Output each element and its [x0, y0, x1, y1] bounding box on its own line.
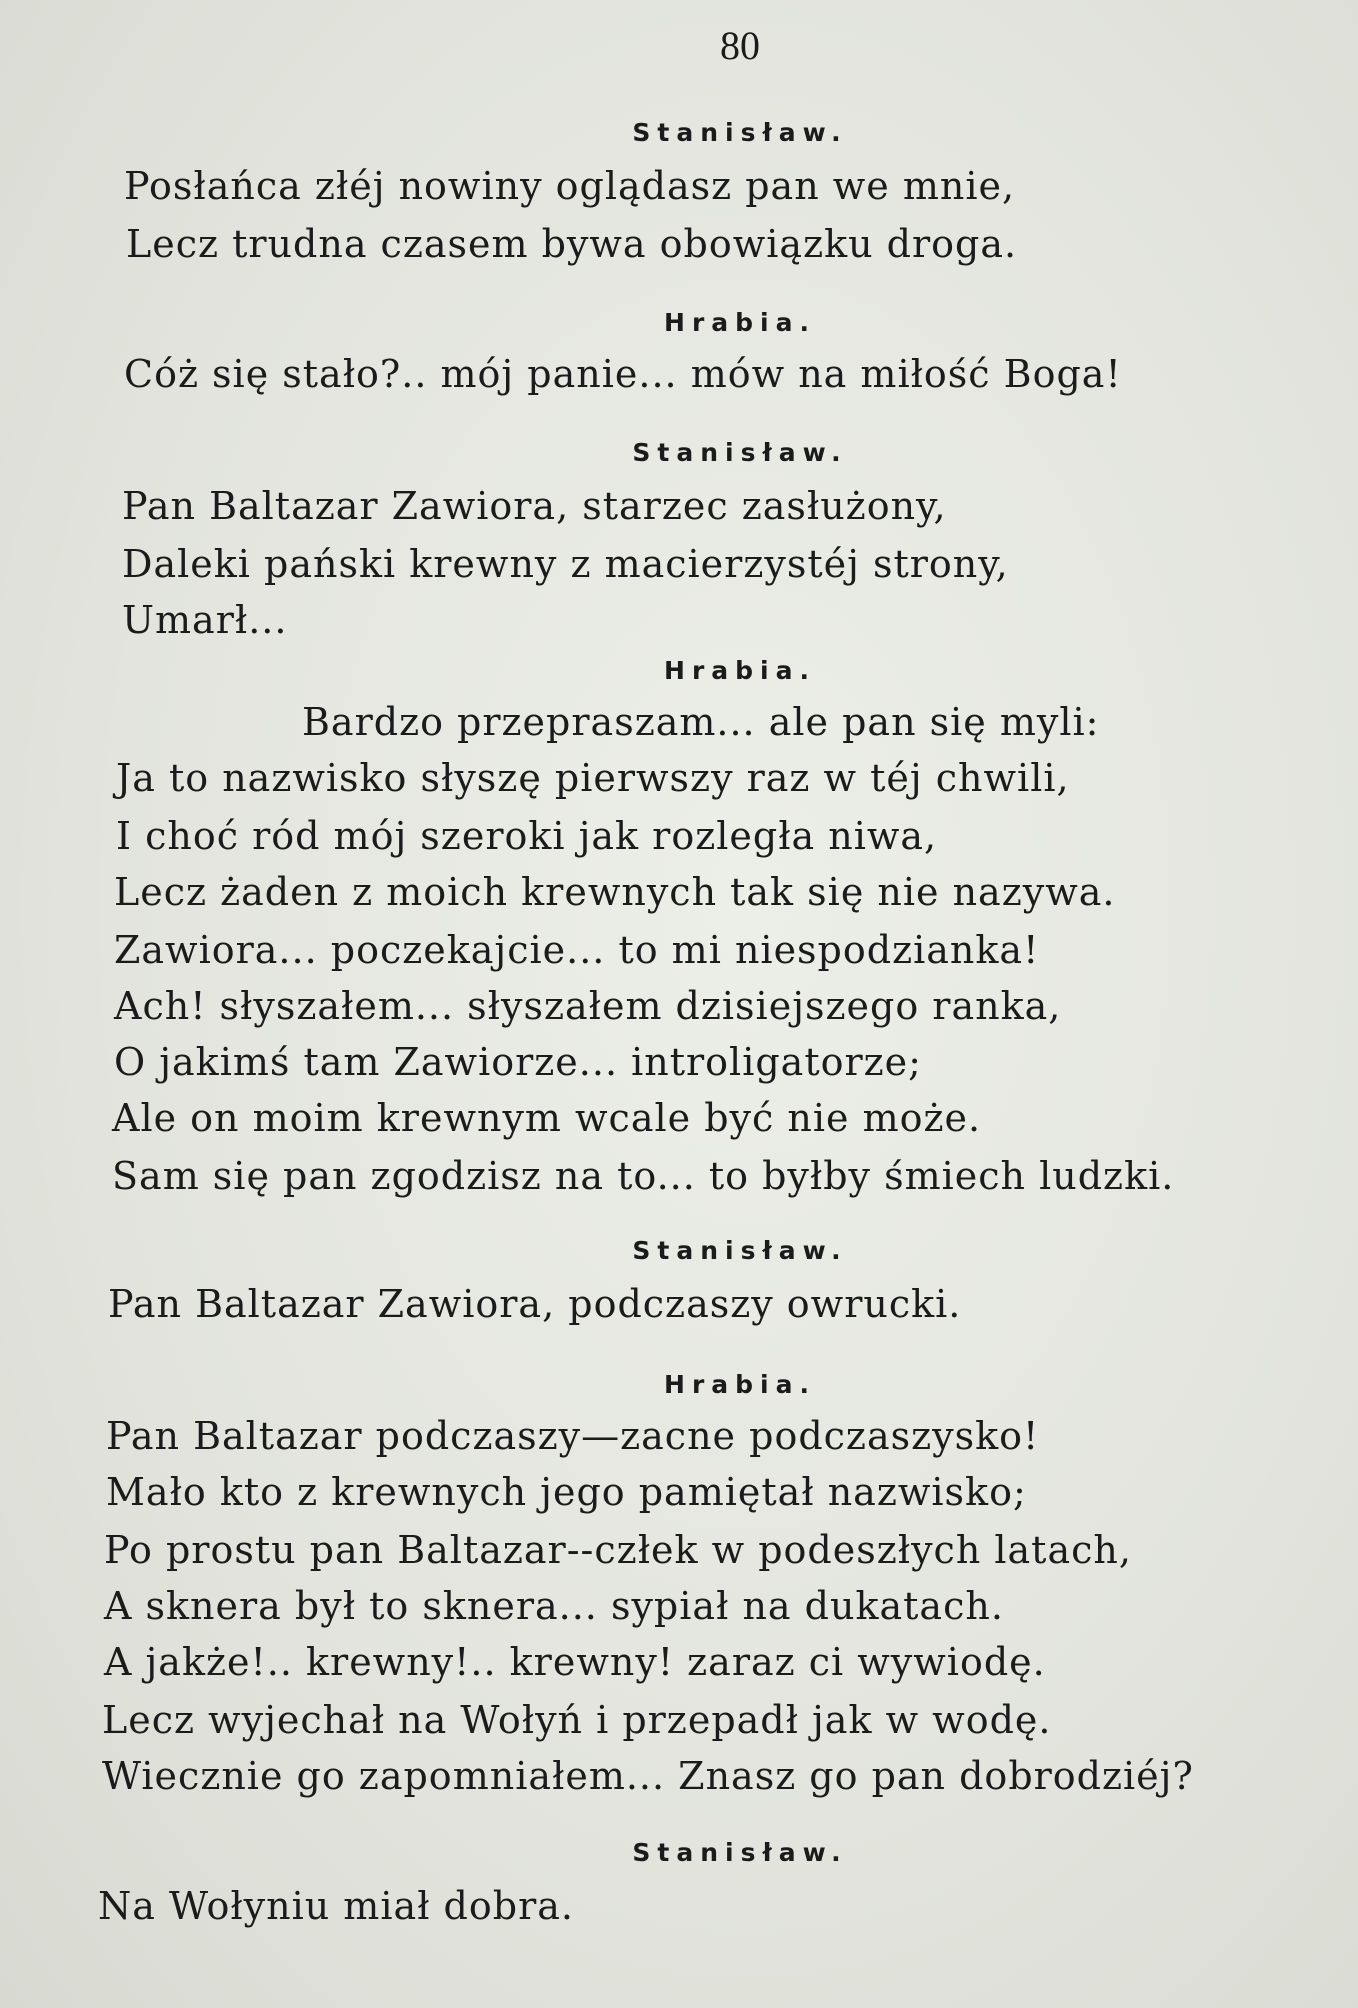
verse-line: Na Wołyniu miał dobra. [98, 1884, 574, 1928]
verse-line: Lecz żaden z moich krewnych tak się nie nazywa. [114, 870, 1116, 914]
page-number: 80 [720, 23, 760, 68]
verse-line: Sam się pan zgodzisz na to... to byłby śmiech ludzki. [112, 1154, 1175, 1198]
verse-line: Pan Baltazar Zawiora, podczaszy owrucki. [108, 1282, 962, 1326]
verse-line: A sknera był to sknera... sypiał na dukatach. [104, 1584, 1004, 1628]
speaker-name: Stanisław. [632, 1838, 848, 1867]
speaker-name: Hrabia. [664, 656, 816, 685]
verse-line: Ale on moim krewnym wcale być nie może. [112, 1096, 982, 1140]
verse-line: Umarł... [122, 598, 288, 642]
verse-line: Bardzo przepraszam... ale pan się myli: [302, 700, 1100, 744]
verse-line: Cóż się stało?.. mój panie... mów na miłość Boga! [124, 352, 1122, 396]
verse-line: Ja to nazwisko słyszę pierwszy raz w téj chwili, [116, 756, 1070, 800]
verse-line: Ach! słyszałem... słyszałem dzisiejszego ranka, [114, 984, 1062, 1028]
verse-line: I choć ród mój szeroki jak rozległa niwa, [116, 814, 938, 858]
verse-line: Pan Baltazar Zawiora, starzec zasłużony, [122, 484, 947, 528]
verse-line: Pan Baltazar podczaszy—zacne podczaszysko! [106, 1414, 1040, 1458]
verse-line: Mało kto z krewnych jego pamiętał nazwisko; [106, 1470, 1027, 1514]
speaker-name: Hrabia. [664, 1370, 816, 1399]
verse-line: Posłańca złéj nowiny oglądasz pan we mnie, [124, 164, 1016, 208]
verse-line: Lecz wyjechał na Wołyń i przepadł jak w wodę. [102, 1698, 1052, 1742]
verse-line: Wiecznie go zapomniałem... Znasz go pan dobrodziéj? [102, 1754, 1194, 1798]
verse-line: Daleki pański krewny z macierzystéj strony, [122, 542, 1009, 586]
speaker-name: Stanisław. [632, 438, 848, 467]
speaker-name: Hrabia. [664, 308, 816, 337]
verse-line: Po prostu pan Baltazar--człek w podeszłych latach, [104, 1528, 1132, 1572]
verse-line: Zawiora... poczekajcie... to mi niespodzianka! [114, 928, 1040, 972]
speaker-name: Stanisław. [632, 118, 848, 147]
verse-line: A jakże!.. krewny!.. krewny! zaraz ci wywiodę. [104, 1640, 1046, 1684]
speaker-name: Stanisław. [632, 1236, 848, 1265]
verse-line: O jakimś tam Zawiorze... introligatorze; [114, 1040, 922, 1084]
verse-line: Lecz trudna czasem bywa obowiązku droga. [126, 222, 1018, 266]
